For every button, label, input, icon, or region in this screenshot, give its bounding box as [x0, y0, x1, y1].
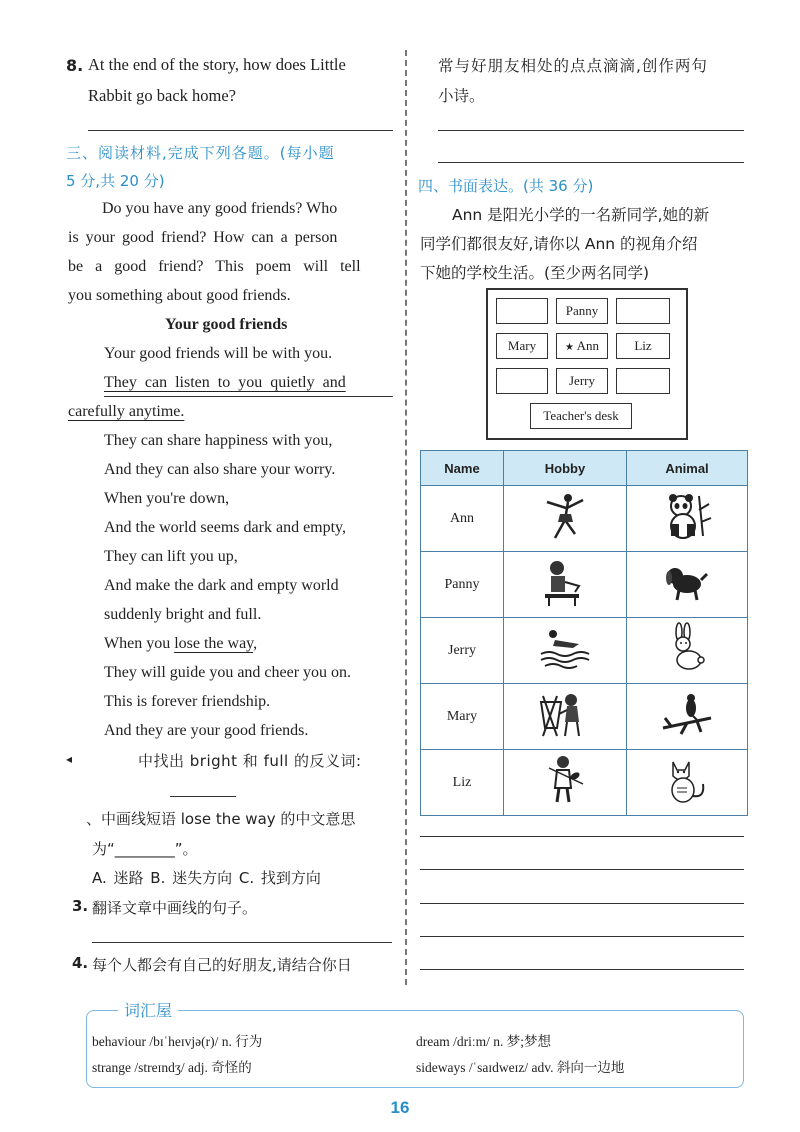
intro-line: Do you have any good friends? Who — [102, 200, 338, 217]
q8-answer-line[interactable] — [88, 130, 393, 131]
drawing-icon — [504, 684, 627, 750]
q2-options: A. 迷路 B. 迷失方向 C. 找到方向 — [92, 869, 321, 887]
table-header-row — [421, 451, 748, 486]
poem-line: suddenly bright and full. — [104, 606, 262, 623]
q2-line2: 为“________”。 — [92, 840, 198, 858]
table-row — [421, 618, 748, 684]
writing-line[interactable] — [420, 903, 744, 904]
writing-line[interactable] — [420, 936, 744, 937]
q8-line1: At the end of the story, how does Little — [88, 55, 346, 74]
page-number: 16 — [390, 1098, 410, 1117]
q8-number: 8. — [66, 56, 84, 75]
poem-line: And they can also share your worry. — [104, 461, 336, 478]
poem-line: When you're down, — [104, 490, 230, 507]
hobby-animal-table — [420, 450, 748, 816]
name-cell: Ann — [421, 486, 504, 552]
underlined-text: They can listen to you quietly and — [104, 374, 346, 391]
poem-title: Your good friends — [165, 316, 288, 333]
q4-answer-line[interactable] — [438, 130, 744, 131]
table-row — [421, 750, 748, 816]
text: , — [253, 635, 258, 652]
q8-line2: Rabbit go back home? — [88, 86, 237, 105]
bird-icon — [627, 684, 748, 750]
q3-text: 翻译文章中画线的句子。 — [92, 899, 258, 917]
dancing-icon — [504, 486, 627, 552]
seat-liz: Liz — [616, 333, 670, 359]
writing-line[interactable] — [420, 869, 744, 870]
writing-line[interactable] — [420, 969, 744, 970]
name-cell: Liz — [421, 750, 504, 816]
underline — [104, 396, 393, 397]
section3-title-line1: 三、阅读材料,完成下列各题。(每小题 — [66, 144, 335, 162]
poem-line: And the world seems dark and empty, — [104, 519, 347, 536]
vocab-title: 词汇屋 — [118, 998, 178, 1021]
poem-line: And they are your good friends. — [104, 722, 309, 739]
seat-empty — [496, 298, 548, 324]
text: When you — [104, 635, 175, 652]
table-row — [421, 552, 748, 618]
seat-empty — [496, 368, 548, 394]
underlined-text: carefully anytime. — [68, 403, 185, 420]
prompt-line: 同学们都很友好,请你以 Ann 的视角介绍 — [420, 235, 698, 253]
name-cell: Jerry — [421, 618, 504, 684]
prompt-line: Ann 是阳光小学的一名新同学,她的新 — [452, 206, 710, 224]
seat-empty — [616, 368, 670, 394]
reading-icon — [504, 552, 627, 618]
q4-continued-line1: 常与好朋友相处的点点滴滴,创作两句 — [438, 57, 708, 75]
cat-icon — [627, 750, 748, 816]
seat-ann — [556, 333, 608, 359]
vocab-entry: sideways /ˈsaɪdweɪz/ adv. 斜向一边地 — [416, 1060, 625, 1075]
q3-answer-line[interactable] — [92, 942, 392, 943]
fold-mark-icon: ◂ — [66, 752, 73, 766]
poem-line-lose-the-way — [104, 635, 257, 653]
seat-mary: Mary — [496, 333, 548, 359]
underlined-sentence-part2 — [68, 403, 184, 421]
seat-ann-label: Ann — [576, 338, 599, 353]
teachers-desk: Teacher's desk — [530, 403, 632, 429]
poem-line: Your good friends will be with you. — [104, 345, 333, 362]
table-row — [421, 684, 748, 750]
star-icon: ★ — [565, 342, 575, 353]
header-animal: Animal — [627, 451, 748, 486]
prompt-line: 下她的学校生活。(至少两名同学) — [420, 264, 650, 282]
q4-text: 每个人都会有自己的好朋友,请结合你日 — [92, 956, 352, 974]
header-hobby: Hobby — [504, 451, 627, 486]
name-cell: Mary — [421, 684, 504, 750]
seat-empty — [616, 298, 670, 324]
intro-line: you something about good friends. — [68, 287, 291, 304]
q1-answer-line[interactable] — [170, 796, 236, 797]
poem-line: They can share happiness with you, — [104, 432, 333, 449]
seat-panny: Panny — [556, 298, 608, 324]
name-cell: Panny — [421, 552, 504, 618]
underlined-phrase: lose the way — [174, 635, 254, 652]
seating-chart — [486, 288, 688, 440]
section3-title-line2: 5 分,共 20 分) — [66, 172, 165, 190]
header-name: Name — [421, 451, 504, 486]
poem-line: They will guide you and cheer you on. — [104, 664, 352, 681]
q2-line1: 、中画线短语 lose the way 的中文意思 — [86, 810, 356, 828]
poem-line: And make the dark and empty world — [104, 577, 339, 594]
panda-icon — [627, 486, 748, 552]
poem-line: This is forever friendship. — [104, 693, 271, 710]
column-divider — [405, 50, 407, 985]
seat-jerry: Jerry — [556, 368, 608, 394]
dog-icon — [627, 552, 748, 618]
rabbit-icon — [627, 618, 748, 684]
q1-text: 中找出 bright 和 full 的反义词: — [138, 752, 362, 770]
table-row — [421, 486, 748, 552]
q3-number: 3. — [72, 897, 89, 915]
intro-line: is your good friend? How can a person — [68, 229, 338, 246]
q4-continued-line2: 小诗。 — [438, 87, 485, 105]
writing-line[interactable] — [420, 836, 744, 837]
vocab-entry: strange /streɪndʒ/ adj. 奇怪的 — [92, 1060, 252, 1075]
section4-title: 四、书面表达。(共 36 分) — [418, 177, 594, 195]
swimming-icon — [504, 618, 627, 684]
q4-answer-line[interactable] — [438, 162, 744, 163]
violin-icon — [504, 750, 627, 816]
q4-number: 4. — [72, 954, 89, 972]
vocab-entry: behaviour /bɪˈheɪvjə(r)/ n. 行为 — [92, 1034, 263, 1049]
poem-line: They can lift you up, — [104, 548, 238, 565]
underlined-sentence-part1 — [104, 374, 346, 392]
vocab-entry: dream /driːm/ n. 梦;梦想 — [416, 1034, 551, 1049]
intro-line: be a good friend? This poem will tell — [68, 258, 361, 275]
